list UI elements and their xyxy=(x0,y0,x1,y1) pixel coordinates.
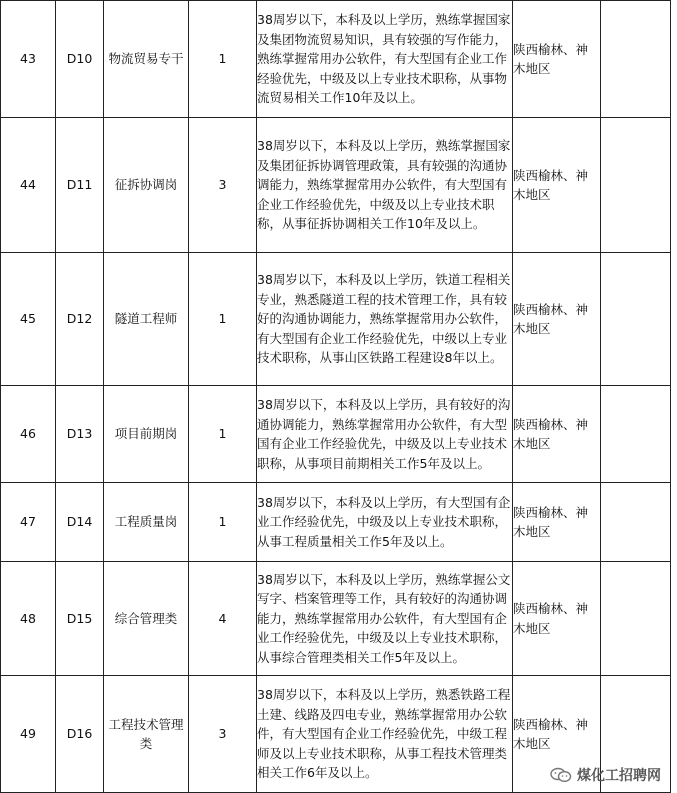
table-row xyxy=(1,1,671,118)
position-name: 征拆协调岗 xyxy=(104,118,189,253)
requirements: 38周岁以下，本科及以上学历，熟练掌握国家及集团物流贸易知识，具有较强的写作能力，熟练掌握常用办公软件，有大型国有企业工作经验优先，中级及以上专业技术职称，从事物流贸易相关工作10年及以上。 xyxy=(257,1,513,118)
watermark xyxy=(550,765,661,785)
wechat-icon xyxy=(550,767,572,783)
table-row xyxy=(1,562,671,676)
work-location: 陕西榆林、神木地区 xyxy=(513,1,601,118)
work-location: 陕西榆林、神木地区 xyxy=(513,562,601,676)
row-number: 43 xyxy=(1,1,56,118)
requirements: 38周岁以下，本科及以上学历，熟练掌握国家及集团征拆协调管理政策，具有较强的沟通协调能力，熟练掌握常用办公软件，有大型国有企业工作经验优先，中级及以上专业技术职称，从事征拆协调相关工作10年及以上。 xyxy=(257,118,513,253)
work-location: 陕西榆林、神木地区 xyxy=(513,676,601,793)
position-code: D14 xyxy=(56,483,104,562)
position-code: D16 xyxy=(56,676,104,793)
empty-cell xyxy=(601,118,671,253)
row-number: 46 xyxy=(1,386,56,483)
requirements: 38周岁以下，本科及以上学历，有大型国有企业工作经验优先，中级及以上专业技术职称，从事工程质量相关工作5年及以上。 xyxy=(257,483,513,562)
empty-cell xyxy=(601,253,671,386)
work-location: 陕西榆林、神木地区 xyxy=(513,253,601,386)
headcount: 1 xyxy=(189,253,257,386)
table-row xyxy=(1,483,671,562)
requirements: 38周岁以下，本科及以上学历，具有较好的沟通协调能力，熟练掌握常用办公软件，有大型国有企业工作经验优先，中级及以上专业技术职称，从事项目前期相关工作5年及以上。 xyxy=(257,386,513,483)
requirements: 38周岁以下，本科及以上学历，熟悉铁路工程土建、线路及四电专业，熟练掌握常用办公软件，有大型国有企业工作经验优先，中级工程师及以上专业技术职称，从事工程技术管理类相关工作6年及以上。 xyxy=(257,676,513,793)
empty-cell xyxy=(601,562,671,676)
empty-cell xyxy=(601,386,671,483)
position-name: 综合管理类 xyxy=(104,562,189,676)
work-location: 陕西榆林、神木地区 xyxy=(513,386,601,483)
headcount: 3 xyxy=(189,676,257,793)
headcount: 1 xyxy=(189,483,257,562)
position-code: D13 xyxy=(56,386,104,483)
position-name: 工程质量岗 xyxy=(104,483,189,562)
row-number: 45 xyxy=(1,253,56,386)
requirements: 38周岁以下，本科及以上学历，铁道工程相关专业，熟悉隧道工程的技术管理工作，具有较好的沟通协调能力，熟练掌握常用办公软件，有大型国有企业工作经验优先，中级以上专业技术职称，从事山区铁路工程建设8年以上。 xyxy=(257,253,513,386)
position-code: D10 xyxy=(56,1,104,118)
watermark-text: 煤化工招聘网 xyxy=(577,768,661,784)
empty-cell xyxy=(601,483,671,562)
work-location: 陕西榆林、神木地区 xyxy=(513,483,601,562)
table-row xyxy=(1,253,671,386)
table-row xyxy=(1,386,671,483)
requirements: 38周岁以下，本科及以上学历，熟练掌握公文写字、档案管理等工作，具有较好的沟通协调能力，熟练掌握常用办公软件，有大型国有企业工作经验优先，中级及以上专业技术职称，从事综合管理类相关工作5年及以上。 xyxy=(257,562,513,676)
headcount: 4 xyxy=(189,562,257,676)
headcount: 3 xyxy=(189,118,257,253)
position-name: 隧道工程师 xyxy=(104,253,189,386)
empty-cell xyxy=(601,1,671,118)
headcount: 1 xyxy=(189,1,257,118)
position-code: D11 xyxy=(56,118,104,253)
position-name: 物流贸易专干 xyxy=(104,1,189,118)
position-code: D12 xyxy=(56,253,104,386)
work-location: 陕西榆林、神木地区 xyxy=(513,118,601,253)
position-code: D15 xyxy=(56,562,104,676)
row-number: 48 xyxy=(1,562,56,676)
position-name: 工程技术管理类 xyxy=(104,676,189,793)
position-name: 项目前期岗 xyxy=(104,386,189,483)
row-number: 49 xyxy=(1,676,56,793)
row-number: 44 xyxy=(1,118,56,253)
table-row xyxy=(1,118,671,253)
headcount: 1 xyxy=(189,386,257,483)
row-number: 47 xyxy=(1,483,56,562)
